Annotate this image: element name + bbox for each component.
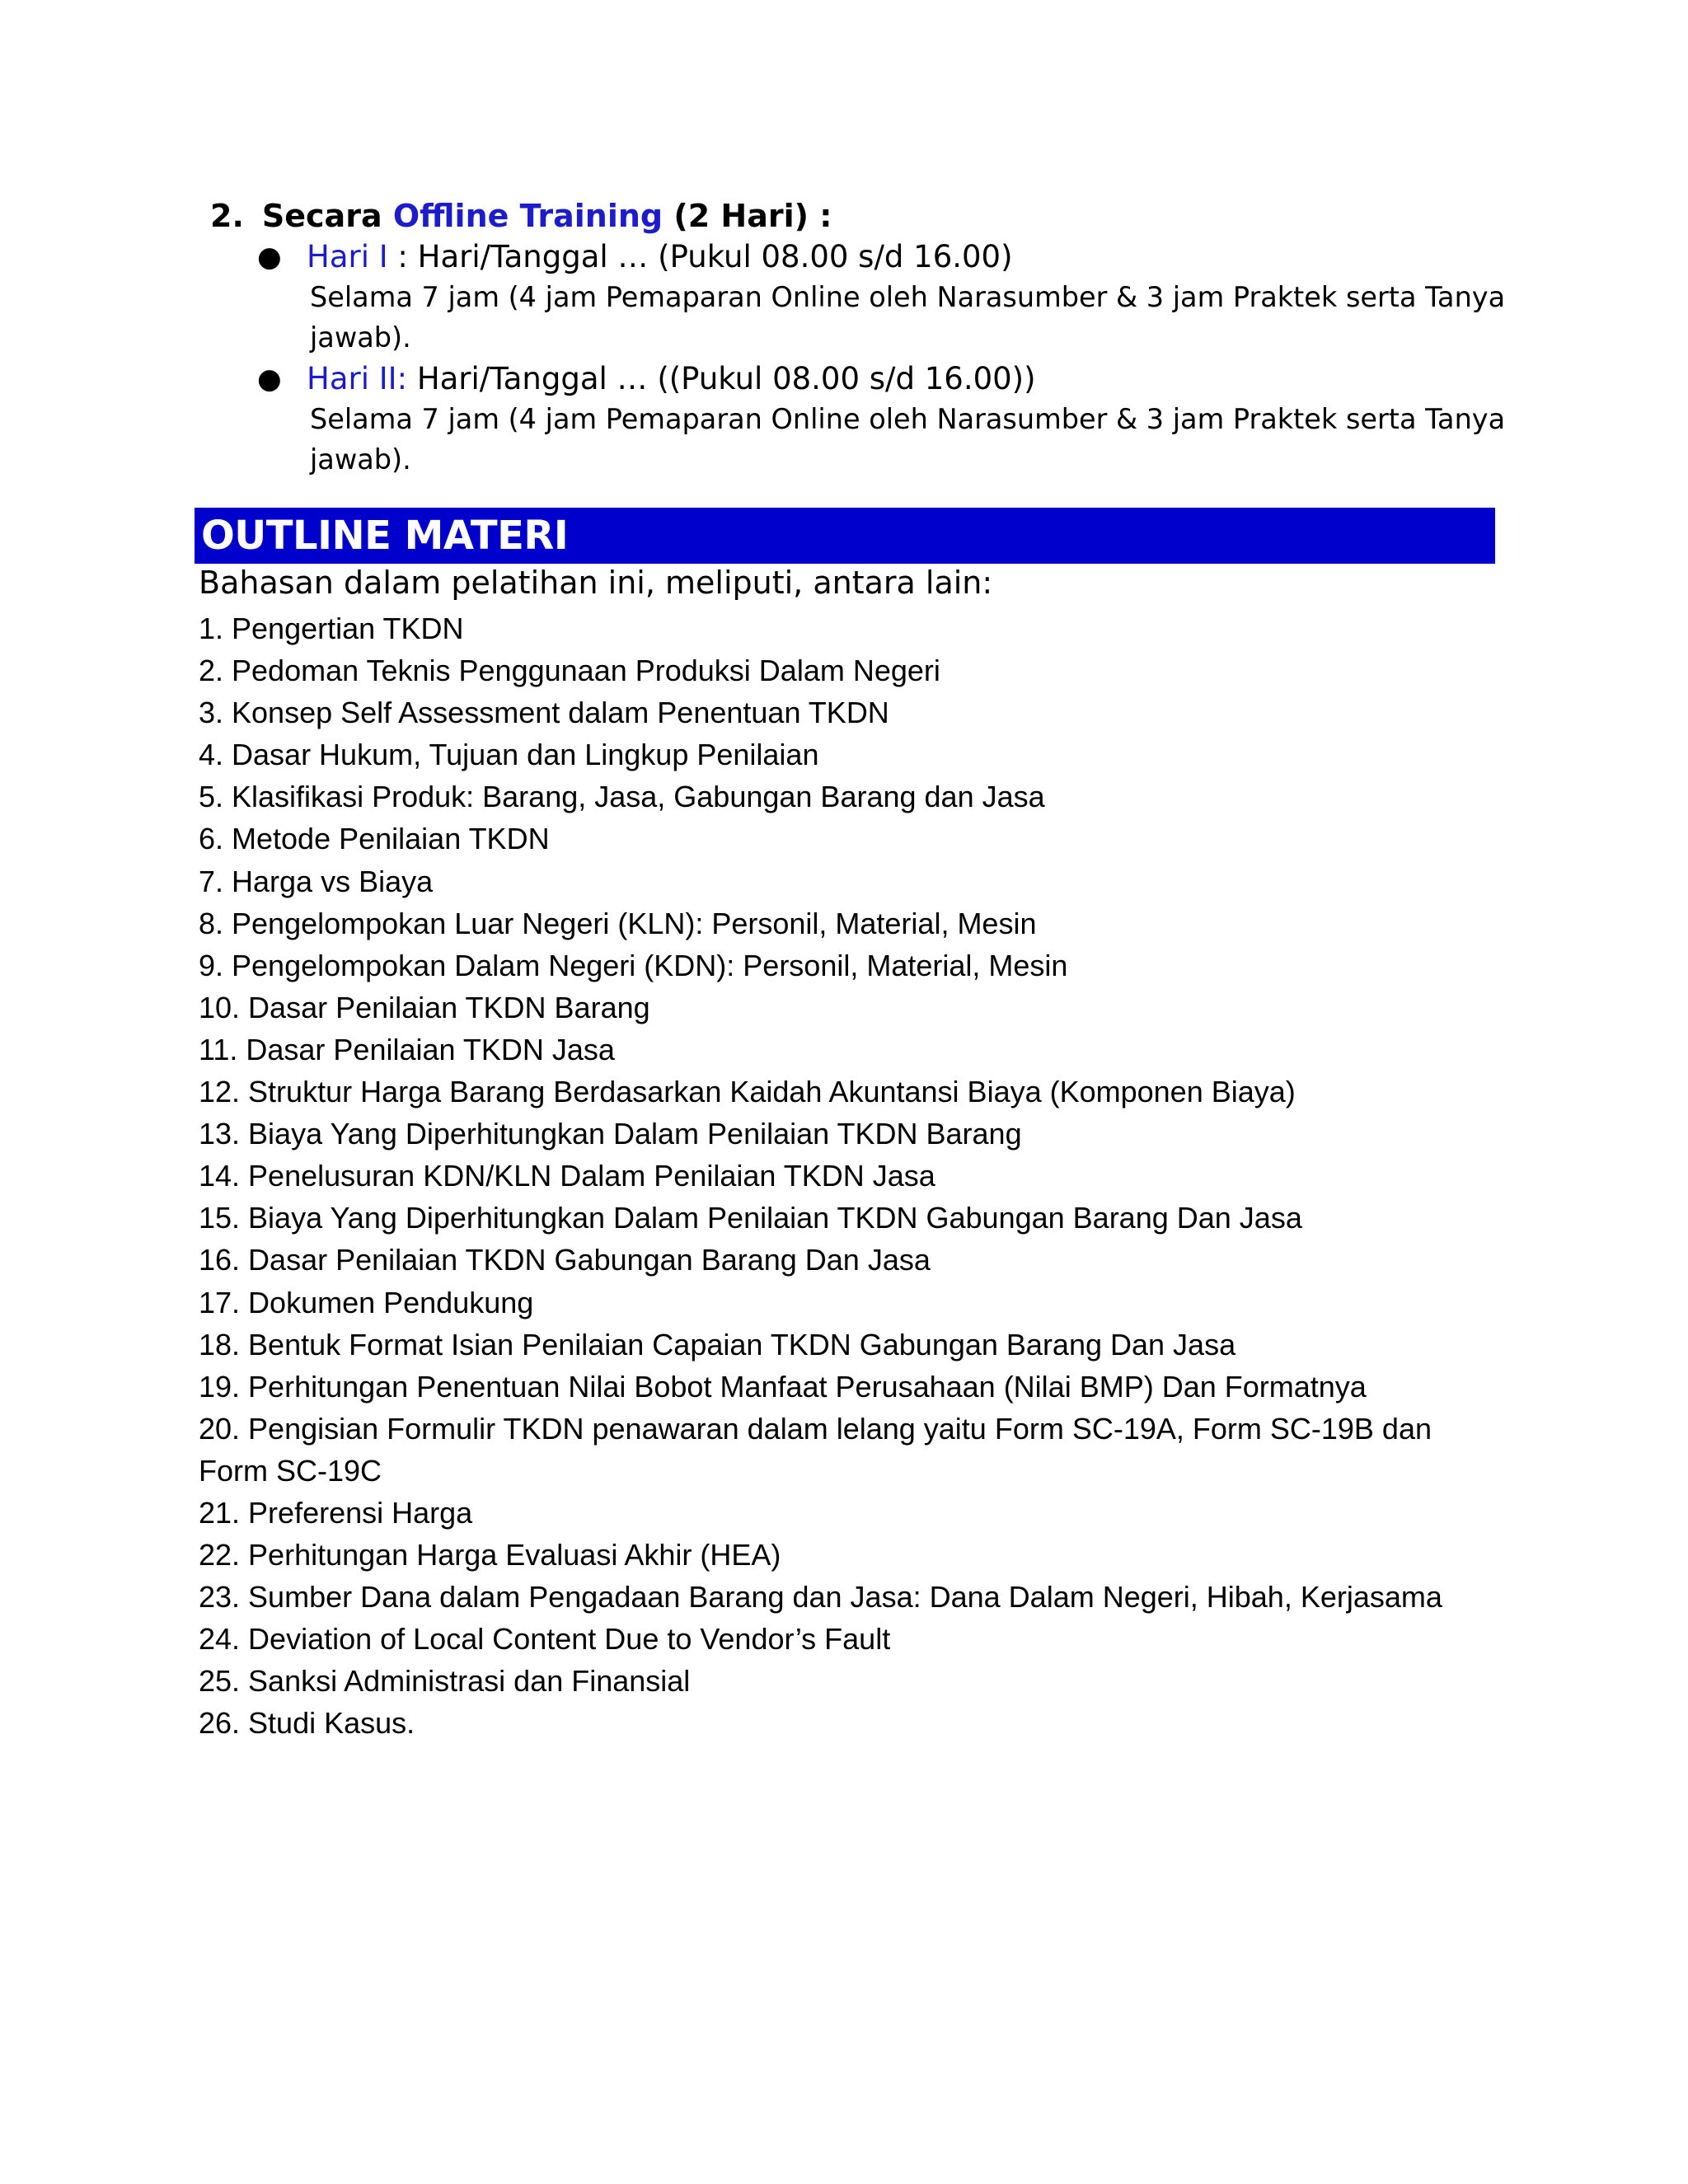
outline-list-item: 17. Dokumen Pendukung [199, 1285, 534, 1319]
outline-list-item: 7. Harga vs Biaya [199, 864, 434, 898]
day-description: Selama 7 jam (4 jam Pemaparan Online oleh Narasumber & 3 jam Praktek serta Tanya jawab). [310, 281, 1506, 354]
section-number: 2. [210, 198, 244, 234]
outline-list-item: 20. Pengisian Formulir TKDN penawaran dalam lelang yaitu Form SC-19A, Form SC-19B dan [199, 1411, 1432, 1446]
outline-list-item: 14. Penelusuran KDN/KLN Dalam Penilaian TKDN Jasa [199, 1159, 935, 1193]
outline-list-item: 21. Preferensi Harga [199, 1495, 473, 1530]
outline-list-item: 24. Deviation of Local Content Due to Vendor’s Fault [199, 1622, 891, 1657]
outline-list-item: 1. Pengertian TKDN [199, 612, 464, 645]
day-label: Hari I [307, 239, 388, 274]
day-separator [407, 361, 417, 396]
outline-list [199, 607, 1501, 1745]
day-description: Selama 7 jam (4 jam Pemaparan Online oleh Narasumber & 3 jam Praktek serta Tanya jawab). [310, 403, 1506, 476]
outline-list-item: 12. Struktur Harga Barang Berdasarkan Kaidah Akuntansi Biaya (Komponen Biaya) [199, 1075, 1296, 1109]
section-highlight: Offline Training [392, 198, 663, 234]
section-heading-offline-training [210, 196, 832, 236]
outline-list-item: 3. Konsep Self Assessment dalam Penentuan TKDN [199, 696, 889, 730]
day-headline [307, 359, 1036, 399]
section-suffix: (2 Hari) : [673, 198, 832, 234]
outline-list-item: 13. Biaya Yang Diperhitungkan Dalam Penilaian TKDN Barang [199, 1117, 1022, 1151]
outline-list-item: 25. Sanksi Administrasi dan Finansial [199, 1664, 691, 1699]
outline-list-item: 19. Perhitungan Penentuan Nilai Bobot Manfaat Perusahaan (Nilai BMP) Dan Formatnya [199, 1369, 1367, 1404]
outline-list-item: 22. Perhitungan Harga Evaluasi Akhir (HEA) [199, 1538, 781, 1572]
bullet-icon: ● [257, 363, 282, 396]
outline-title: OUTLINE MATERI [201, 513, 569, 559]
day-label: Hari II: [307, 361, 408, 396]
outline-list-item: 4. Dasar Hukum, Tujuan dan Lingkup Penilaian [199, 738, 819, 772]
outline-list-item: 5. Klasifikasi Produk: Barang, Jasa, Gabungan Barang dan Jasa [199, 780, 1045, 814]
day-schedule: Hari/Tanggal … ((Pukul 08.00 s/d 16.00)) [416, 361, 1036, 396]
outline-list-item: 26. Studi Kasus. [199, 1706, 415, 1741]
day-separator: : [387, 239, 418, 274]
outline-list-item: 8. Pengelompokan Luar Negeri (KLN): Personil, Material, Mesin [199, 906, 1037, 940]
outline-list-item: 16. Dasar Penilaian TKDN Gabungan Barang Dan Jasa [199, 1243, 931, 1277]
outline-list-item: 23. Sumber Dana dalam Pengadaan Barang dan Jasa: Dana Dalam Negeri, Hibah, Kerjasama [199, 1580, 1442, 1615]
section-prefix: Secara [261, 198, 382, 234]
outline-intro: Bahasan dalam pelatihan ini, meliputi, antara lain: [199, 565, 993, 601]
outline-list-item: 6. Metode Penilaian TKDN [199, 822, 550, 856]
day-schedule: Hari/Tanggal … (Pukul 08.00 s/d 16.00) [417, 239, 1013, 274]
outline-list-item: 9. Pengelompokan Dalam Negeri (KDN): Personil, Material, Mesin [199, 948, 1068, 982]
outline-list-item: 18. Bentuk Format Isian Penilaian Capaian TKDN Gabungan Barang Dan Jasa [199, 1327, 1236, 1361]
outline-list-item: Form SC-19C [199, 1453, 382, 1488]
day-headline [307, 237, 1013, 277]
outline-header-bar [195, 508, 1495, 564]
outline-list-item: 11. Dasar Penilaian TKDN Jasa [199, 1032, 615, 1066]
outline-list-item: 15. Biaya Yang Diperhitungkan Dalam Penilaian TKDN Gabungan Barang Dan Jasa [199, 1201, 1302, 1235]
bullet-icon: ● [257, 241, 282, 274]
outline-list-item: 2. Pedoman Teknis Penggunaan Produksi Dalam Negeri [199, 654, 940, 688]
outline-list-item: 10. Dasar Penilaian TKDN Barang [199, 990, 650, 1024]
